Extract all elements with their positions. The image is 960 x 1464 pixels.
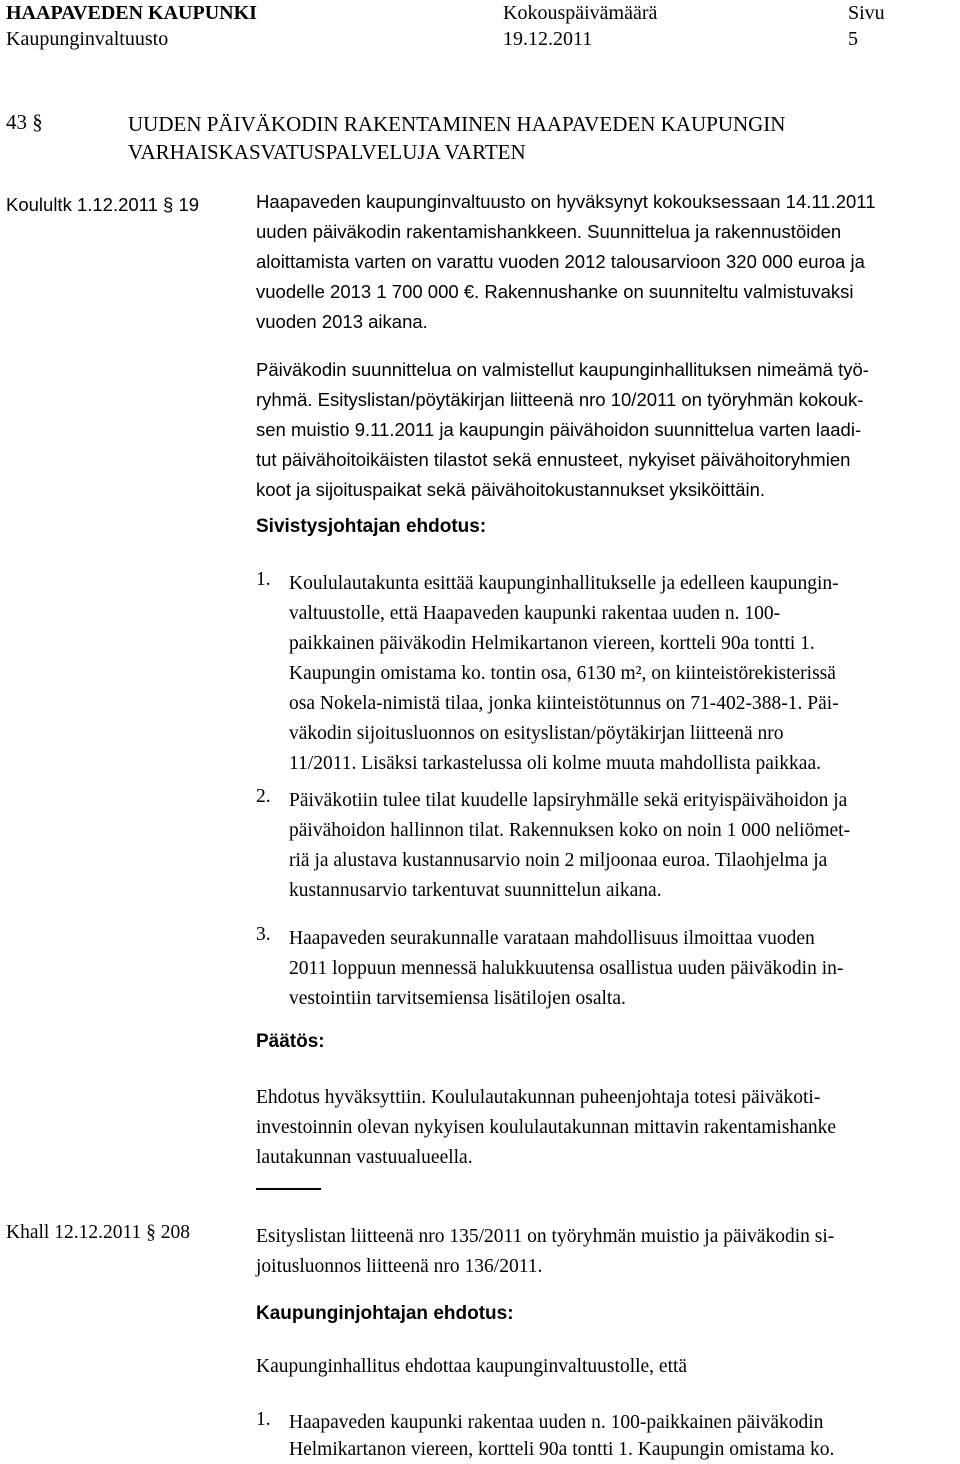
- proposal-item-number: 3.: [256, 924, 271, 945]
- text-line: Kaupungin omistama ko. tontin osa, 6130 m², on kiinteistörekisterissä: [289, 663, 836, 684]
- text-line: investoinnin olevan nykyisen koululautakunnan mittavin rakentamishanke: [256, 1117, 837, 1138]
- proposal-heading: Sivistysjohtajan ehdotus:: [256, 516, 487, 537]
- text-line: Päiväkodin suunnittelua on valmistellut kaupunginhallituksen nimeämä työ-: [256, 359, 869, 380]
- text-line: Esityslistan liitteenä nro 135/2011 on työryhmän muistio ja päiväkodin si-: [256, 1226, 835, 1247]
- text-line: vestointiin tarvitsemiensa lisätilojen osalta.: [289, 988, 626, 1009]
- text-line: väkodin sijoitusluonnos on esityslistan/pöytäkirjan liitteenä nro: [289, 723, 784, 744]
- text-line: vuodelle 2013 1 700 000 €. Rakennushanke on suunniteltu valmistuvaksi: [256, 281, 854, 302]
- header-meeting-date-label: Kokouspäivämäärä: [503, 2, 658, 24]
- mayor-item-1: [289, 1409, 834, 1463]
- section-title-line: UUDEN PÄIVÄKODIN RAKENTAMINEN HAAPAVEDEN KAUPUNGIN: [128, 112, 786, 136]
- text-line: Haapaveden kaupunki rakentaa uuden n. 100-paikkainen päiväkodin: [289, 1412, 824, 1433]
- text-line: Ehdotus hyväksyttiin. Koululautakunnan puheenjohtaja totesi päiväkoti-: [256, 1087, 821, 1108]
- proposal-item-3: [289, 924, 843, 1014]
- khall-paragraph: [256, 1222, 834, 1282]
- text-line: 11/2011. Lisäksi tarkastelussa oli kolme muuta mahdollista paikkaa.: [289, 753, 821, 774]
- paragraph-working-group: [256, 355, 869, 505]
- text-line: tut päivähoitoikäisten tilastot sekä ennusteet, nykyiset päivähoitoryhmien: [256, 449, 851, 470]
- text-line: paikkainen päiväkodin Helmikartanon viereen, kortteli 90a tontti 1.: [289, 633, 815, 654]
- proposal-item-number: 2.: [256, 786, 271, 807]
- text-line: kustannusarvio tarkentuvat suunnittelun aikana.: [289, 880, 662, 901]
- reference-koulultk: Koulultk 1.12.2011 § 19: [6, 194, 200, 215]
- reference-khall: Khall 12.12.2011 § 208: [6, 1222, 190, 1243]
- text-line: Helmikartanon viereen, kortteli 90a tontti 1. Kaupungin omistama ko.: [289, 1439, 835, 1460]
- text-line: lautakunnan vastuualueella.: [256, 1147, 473, 1168]
- text-line: ryhmä. Esityslistan/pöytäkirjan liitteenä nro 10/2011 on työryhmän kokouk-: [256, 389, 864, 410]
- text-line: Haapaveden seurakunnalle varataan mahdollisuus ilmoittaa vuoden: [289, 928, 815, 949]
- text-line: uuden päiväkodin rakentamishankkeen. Suunnittelua ja rakennustöiden: [256, 221, 842, 242]
- text-line: valtuustolle, että Haapaveden kaupunki rakentaa uuden n. 100-: [289, 603, 781, 624]
- header-date: 19.12.2011: [503, 28, 593, 50]
- proposal-item-1: [289, 569, 839, 779]
- header-page-label: Sivu: [848, 2, 885, 24]
- text-line: koot ja sijoituspaikat sekä päivähoitokustannukset yksiköittäin.: [256, 479, 766, 500]
- text-line: Koululautakunta esittää kaupunginhallitukselle ja edelleen kaupungin-: [289, 573, 839, 594]
- text-line: 2011 loppuun mennessä halukkuutensa osallistua uuden päiväkodin in-: [289, 958, 844, 979]
- text-line: joitusluonnos liitteenä nro 136/2011.: [256, 1256, 543, 1277]
- text-line: aloittamista varten on varattu vuoden 2012 talousarvioon 320 000 euroa ja: [256, 251, 865, 272]
- text-line: riä ja alustava kustannusarvio noin 2 miljoonaa euroa. Tilaohjelma ja: [289, 850, 828, 871]
- proposal-item-number: 1.: [256, 569, 271, 590]
- header-org: HAAPAVEDEN KAUPUNKI: [6, 2, 257, 24]
- text-line: Haapaveden kaupunginvaltuusto on hyväksynyt kokouksessaan 14.11.2011: [256, 191, 876, 212]
- decision-heading: Päätös:: [256, 1031, 325, 1052]
- intro-paragraph: [256, 187, 876, 337]
- section-number: 43 §: [6, 110, 43, 134]
- text-line: Päiväkotiin tulee tilat kuudelle lapsiryhmälle sekä erityispäivähoidon ja: [289, 790, 848, 811]
- header-body: Kaupunginvaltuusto: [6, 28, 169, 50]
- text-line: vuoden 2013 aikana.: [256, 311, 428, 332]
- text-line: sen muistio 9.11.2011 ja kaupungin päivähoidon suunnittelua varten laadi-: [256, 419, 862, 440]
- section-title: [128, 110, 785, 166]
- text-line: osa Nokela-nimistä tilaa, jonka kiinteistötunnus on 71-402-388-1. Päi-: [289, 693, 839, 714]
- mayor-proposal-heading: Kaupunginjohtajan ehdotus:: [256, 1303, 514, 1324]
- decision-paragraph: [256, 1083, 836, 1173]
- section-title-line: VARHAISKASVATUSPALVELUJA VARTEN: [128, 140, 526, 164]
- mayor-proposal-intro: Kaupunginhallitus ehdottaa kaupunginvaltuustolle, että: [256, 1356, 688, 1377]
- mayor-item-number: 1.: [256, 1409, 271, 1430]
- separator-line: [256, 1188, 321, 1190]
- header-page-number: 5: [848, 28, 858, 50]
- text-line: päivähoidon hallinnon tilat. Rakennuksen koko on noin 1 000 neliömet-: [289, 820, 851, 841]
- proposal-item-2: [289, 786, 850, 906]
